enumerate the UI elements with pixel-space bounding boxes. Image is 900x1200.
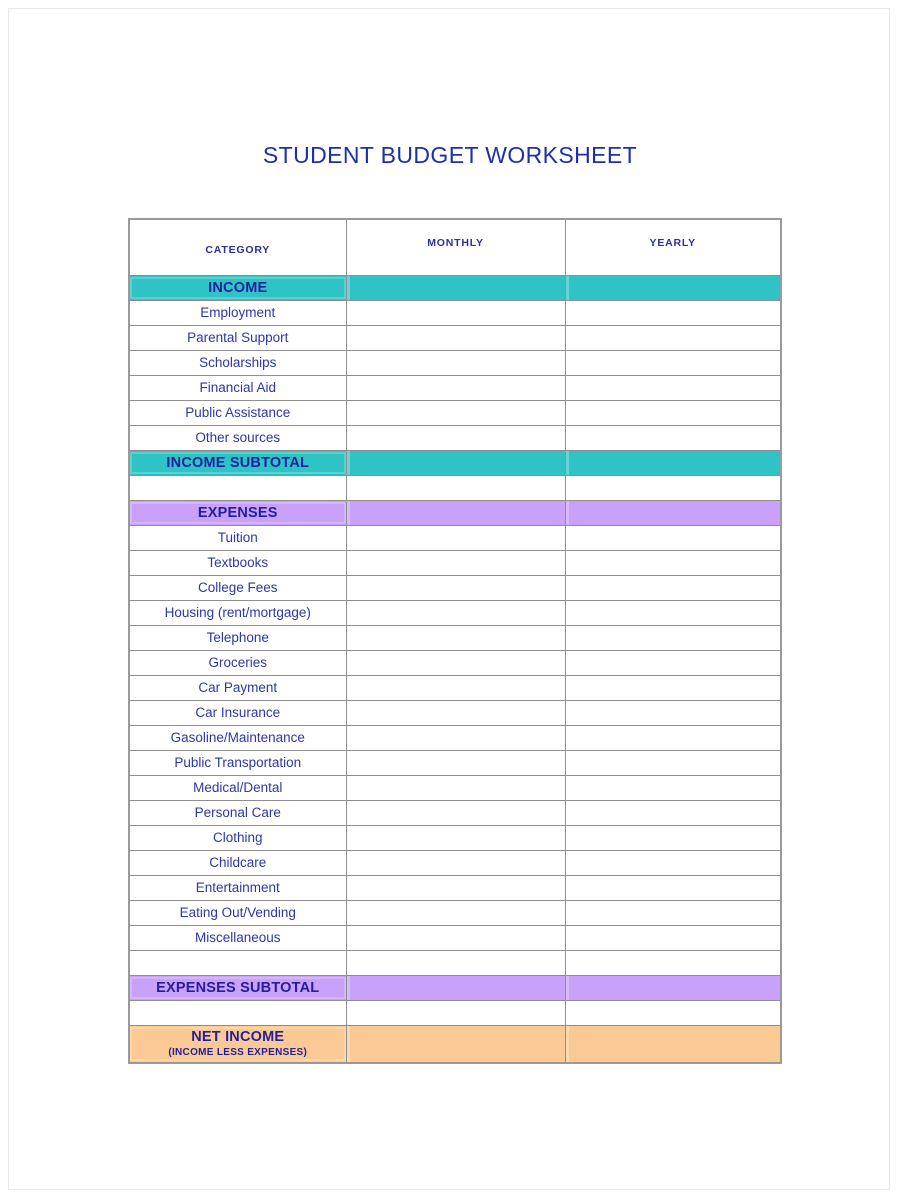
yearly-value-cell[interactable] [565,875,781,900]
band-label: INCOME SUBTOTAL [130,452,346,474]
category-cell: Textbooks [129,550,346,575]
yearly-value-cell[interactable] [565,700,781,725]
yearly-value-cell[interactable] [565,300,781,325]
spacer-cell [129,1000,346,1025]
yearly-value-cell [565,500,781,525]
band-label: EXPENSES [130,502,346,524]
spacer-cell [346,1000,565,1025]
yearly-value-cell[interactable] [565,550,781,575]
category-cell [129,1025,346,1063]
table-row [129,700,781,725]
monthly-value-cell[interactable] [346,925,565,950]
category-cell [129,275,346,300]
table-row [129,800,781,825]
category-cell: Groceries [129,650,346,675]
category-cell: Childcare [129,850,346,875]
yearly-value-cell[interactable] [565,925,781,950]
category-cell: Clothing [129,825,346,850]
column-header-monthly: MONTHLY [346,219,565,275]
column-header-category: CATEGORY [129,219,346,275]
table-row [129,400,781,425]
monthly-value-cell[interactable] [346,375,565,400]
worksheet-page [8,8,890,1190]
table-row [129,650,781,675]
column-header-yearly: YEARLY [565,219,781,275]
category-cell: College Fees [129,575,346,600]
monthly-value-cell[interactable] [346,575,565,600]
spacer-row [129,1000,781,1025]
table-row [129,750,781,775]
yearly-value-cell[interactable] [565,775,781,800]
spacer-cell [565,475,781,500]
section-band-row [129,275,781,300]
monthly-value-cell[interactable] [346,325,565,350]
table-row [129,575,781,600]
yearly-value-cell[interactable] [565,400,781,425]
spacer-cell [565,950,781,975]
monthly-value-cell[interactable] [346,675,565,700]
monthly-value-cell[interactable] [346,725,565,750]
spacer-row [129,950,781,975]
yearly-value-cell[interactable] [565,800,781,825]
monthly-value-cell [346,975,565,1000]
header-row [129,219,781,275]
monthly-value-cell[interactable] [346,800,565,825]
section-band-row [129,975,781,1000]
spacer-cell [565,1000,781,1025]
table-row [129,350,781,375]
table-body [129,275,781,1063]
category-cell: Medical/Dental [129,775,346,800]
category-cell: Housing (rent/mortgage) [129,600,346,625]
yearly-value-cell[interactable] [565,850,781,875]
category-cell [129,500,346,525]
yearly-value-cell [565,275,781,300]
category-cell: Parental Support [129,325,346,350]
table-row [129,300,781,325]
table-row [129,675,781,700]
yearly-value-cell[interactable] [565,325,781,350]
table-row [129,525,781,550]
table-row [129,550,781,575]
monthly-value-cell [346,450,565,475]
yearly-value-cell[interactable] [565,525,781,550]
category-cell: Miscellaneous [129,925,346,950]
table-row [129,875,781,900]
monthly-value-cell[interactable] [346,775,565,800]
yearly-value-cell[interactable] [565,750,781,775]
section-band-row [129,500,781,525]
category-cell: Eating Out/Vending [129,900,346,925]
table-row [129,425,781,450]
table-row [129,325,781,350]
monthly-value-cell[interactable] [346,400,565,425]
yearly-value-cell[interactable] [565,575,781,600]
spacer-cell [346,950,565,975]
table-row [129,625,781,650]
category-cell: Car Payment [129,675,346,700]
band-label-secondary: (INCOME LESS EXPENSES) [168,1046,308,1058]
table-row [129,725,781,750]
monthly-value-cell[interactable] [346,300,565,325]
category-cell: Scholarships [129,350,346,375]
budget-table [128,218,782,1064]
yearly-value-cell[interactable] [565,425,781,450]
spacer-cell [346,475,565,500]
category-cell [129,975,346,1000]
table-row [129,900,781,925]
monthly-value-cell[interactable] [346,625,565,650]
yearly-value-cell[interactable] [565,675,781,700]
table-row [129,600,781,625]
category-cell: Tuition [129,525,346,550]
category-cell [129,450,346,475]
table-row [129,375,781,400]
yearly-value-cell [565,975,781,1000]
section-band-row [129,1025,781,1063]
monthly-value-cell[interactable] [346,650,565,675]
monthly-value-cell[interactable] [346,550,565,575]
monthly-value-cell[interactable] [346,525,565,550]
section-band-row [129,450,781,475]
table-row [129,925,781,950]
yearly-value-cell[interactable] [565,375,781,400]
category-cell: Public Assistance [129,400,346,425]
band-label-primary: NET INCOME [191,1028,285,1045]
category-cell: Telephone [129,625,346,650]
category-cell: Car Insurance [129,700,346,725]
table-header [129,219,781,275]
monthly-value-cell[interactable] [346,700,565,725]
monthly-value-cell[interactable] [346,350,565,375]
yearly-value-cell[interactable] [565,350,781,375]
yearly-value-cell [565,1025,781,1063]
band-label: EXPENSES SUBTOTAL [130,977,346,999]
monthly-value-cell[interactable] [346,750,565,775]
monthly-value-cell[interactable] [346,900,565,925]
table-row [129,775,781,800]
monthly-value-cell[interactable] [346,875,565,900]
category-cell: Financial Aid [129,375,346,400]
monthly-value-cell[interactable] [346,825,565,850]
band-label: INCOME [130,277,346,299]
spacer-cell [129,950,346,975]
category-cell: Employment [129,300,346,325]
monthly-value-cell [346,275,565,300]
table-row [129,850,781,875]
yearly-value-cell[interactable] [565,650,781,675]
band-label [130,1027,346,1061]
yearly-value-cell[interactable] [565,725,781,750]
category-cell: Personal Care [129,800,346,825]
yearly-value-cell[interactable] [565,825,781,850]
monthly-value-cell[interactable] [346,425,565,450]
monthly-value-cell [346,1025,565,1063]
monthly-value-cell [346,500,565,525]
yearly-value-cell [565,450,781,475]
yearly-value-cell[interactable] [565,900,781,925]
category-cell: Gasoline/Maintenance [129,725,346,750]
monthly-value-cell[interactable] [346,850,565,875]
category-cell: Entertainment [129,875,346,900]
monthly-value-cell[interactable] [346,600,565,625]
page-title: STUDENT BUDGET WORKSHEET [262,142,638,168]
table-row [129,825,781,850]
yearly-value-cell[interactable] [565,625,781,650]
spacer-cell [129,475,346,500]
yearly-value-cell[interactable] [565,600,781,625]
category-cell: Other sources [129,425,346,450]
spacer-row [129,475,781,500]
category-cell: Public Transportation [129,750,346,775]
